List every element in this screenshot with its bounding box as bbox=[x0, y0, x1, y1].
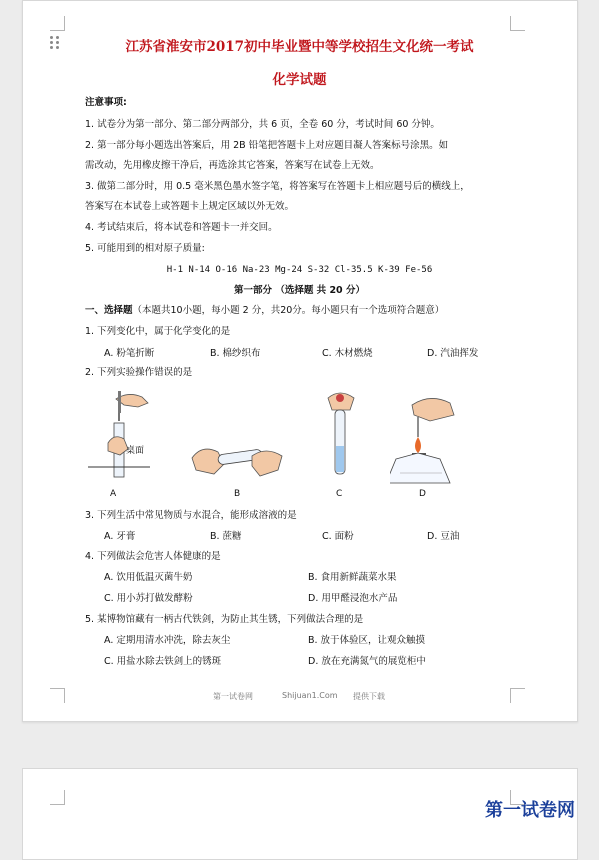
margin-corner-bottom-left bbox=[50, 688, 65, 703]
question-1-option-c: C. 木材燃烧 bbox=[322, 348, 373, 359]
notice-item: 需改动，先用橡皮擦干净后，再选涂其它答案，答案写在试卷上无效。 bbox=[85, 160, 380, 171]
notice-item: 2. 第一部分每小题选出答案后，用 2B 铅笔把答题卡上对应题目凝人答案标号涂黑。如 bbox=[85, 140, 449, 151]
question-1-stem: 1. 下列变化中，属于化学变化的是 bbox=[85, 326, 231, 337]
question-3-option-b: B. 蔗糖 bbox=[210, 531, 242, 542]
figure-label-b: B bbox=[234, 489, 241, 499]
section-heading bbox=[85, 305, 444, 317]
margin-corner-top-left bbox=[50, 16, 65, 31]
question-5-option-a: A. 定期用清水冲洗，除去灰尘 bbox=[104, 635, 231, 646]
question-3-option-c: C. 面粉 bbox=[322, 531, 354, 542]
footer-download-text: 提供下载 bbox=[353, 692, 385, 701]
margin-corner-top-right bbox=[510, 16, 525, 31]
question-5-option-c: C. 用盐水除去铁剑上的锈斑 bbox=[104, 656, 222, 667]
notice-item: 3. 做第二部分时，用 0.5 毫米黑色墨水签字笔，将答案写在答题卡上相应题号后的横线上， bbox=[85, 181, 470, 192]
question-1-option-a: A. 粉笔折断 bbox=[104, 348, 155, 359]
exam-subtitle: 化学试题 bbox=[272, 72, 327, 88]
question-4-option-d: D. 用甲醛浸泡水产品 bbox=[308, 593, 398, 604]
notice-item: 1. 试卷分为第一部分、第二部分两部分，共 6 页，全卷 60 分，考试时间 60 分钟。 bbox=[85, 119, 440, 130]
figure-label-c: C bbox=[336, 489, 343, 499]
question-3-option-d: D. 豆油 bbox=[427, 531, 460, 542]
question-5-stem: 5. 某博物馆藏有一柄古代铁剑，为防止其生锈，下列做法合理的是 bbox=[85, 614, 364, 625]
atomic-masses: H-1 N-14 O-16 Na-23 Mg-24 S-32 Cl-35.5 K-39 Fe-56 bbox=[166, 265, 433, 275]
watermark-logo: 第一试卷网 bbox=[485, 800, 575, 821]
question-4-stem: 4. 下列做法会危害人体健康的是 bbox=[85, 551, 221, 562]
page2-margin-corner-top-left bbox=[50, 790, 65, 805]
margin-corner-bottom-right bbox=[510, 688, 525, 703]
question-1-option-d: D. 汽油挥发 bbox=[427, 348, 479, 359]
figure-b-test-tube-image bbox=[188, 440, 288, 480]
footer-site-name: 第一试卷网 bbox=[213, 692, 253, 701]
figure-d-alcohol-lamp-image bbox=[390, 395, 460, 487]
question-3-stem: 3. 下列生活中常见物质与水混合，能形成溶液的是 bbox=[85, 510, 297, 521]
question-1-option-b: B. 棉纱织布 bbox=[210, 348, 261, 359]
figure-table-label: 桌面 bbox=[126, 446, 145, 456]
figure-label-d: D bbox=[419, 489, 426, 499]
question-4-option-b: B. 食用新鲜蔬菜水果 bbox=[308, 572, 397, 583]
section-text: （本题共10小题，每小题 2 分，共20分。每小题只有一个选项符合题意） bbox=[132, 305, 445, 316]
question-4-option-a: A. 饮用低温灭菌牛奶 bbox=[104, 572, 193, 583]
footer-site-url[interactable]: Shijuan1.Com bbox=[282, 691, 338, 700]
notice-item: 答案写在本试卷上或答题卡上规定区域以外无效。 bbox=[85, 201, 295, 212]
notice-heading: 注意事项: bbox=[85, 97, 127, 108]
question-4-option-c: C. 用小苏打做发酵粉 bbox=[104, 593, 193, 604]
section-label: 一、选择题 bbox=[85, 305, 133, 316]
notice-item: 4. 考试结束后，将本试卷和答题卡一并交回。 bbox=[85, 222, 278, 233]
notice-item: 5. 可能用到的相对原子质量: bbox=[85, 243, 205, 254]
figure-label-a: A bbox=[110, 489, 117, 499]
question-3-option-a: A. 牙膏 bbox=[104, 531, 136, 542]
question-5-option-b: B. 放于体验区，让观众触摸 bbox=[308, 635, 426, 646]
question-2-stem: 2. 下列实验操作错误的是 bbox=[85, 367, 193, 378]
exam-title: 江苏省淮安市2017初中毕业暨中等学校招生文化统一考试 bbox=[125, 39, 474, 55]
figure-a-dropper-image bbox=[88, 385, 158, 485]
question-5-option-d: D. 放在充满氮气的展览柜中 bbox=[308, 656, 426, 667]
part1-heading: 第一部分 （选择题 共 20 分） bbox=[234, 285, 365, 296]
figure-c-test-tube-image bbox=[320, 390, 360, 485]
